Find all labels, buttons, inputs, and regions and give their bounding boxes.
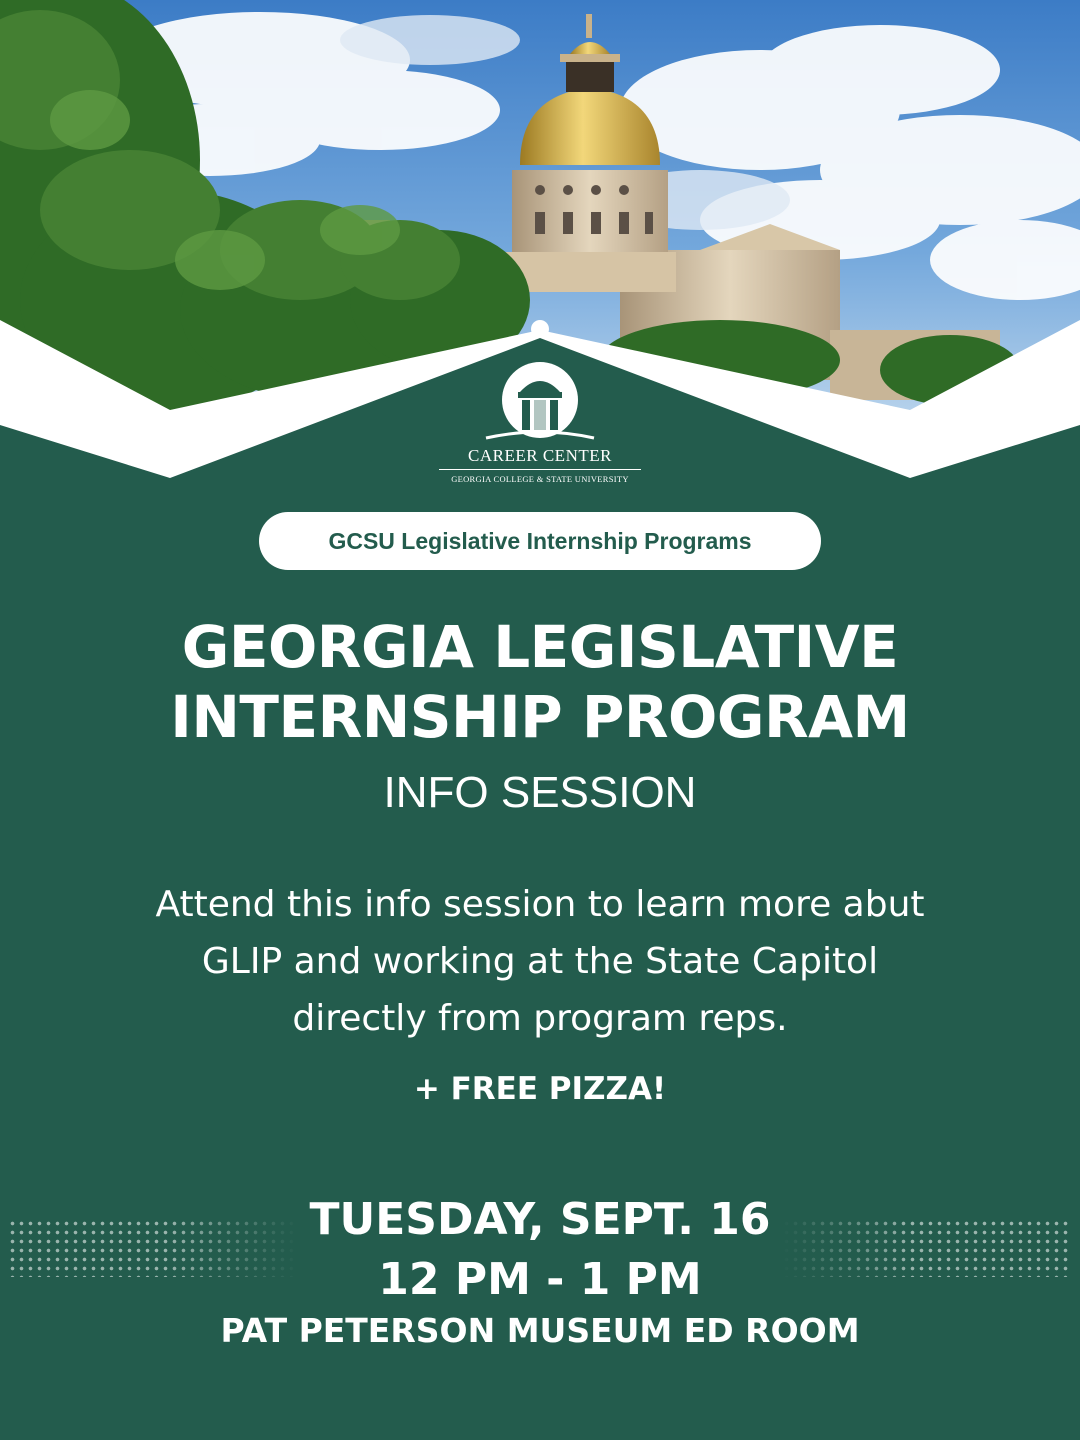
- title-line-1: GEORGIA LEGISLATIVE: [181, 613, 899, 681]
- logo-divider: [439, 469, 641, 470]
- page-title: [0, 612, 1080, 752]
- event-date: TUESDAY, SEPT. 16: [309, 1194, 771, 1245]
- event-time: 12 PM - 1 PM: [378, 1254, 702, 1305]
- description-line-1: Attend this info session to learn more abut: [155, 884, 925, 925]
- free-pizza-note: + FREE PIZZA!: [413, 1071, 667, 1107]
- logo-subtitle: GEORGIA COLLEGE & STATE UNIVERSITY: [451, 474, 629, 484]
- career-center-logo: [0, 362, 1080, 484]
- program-tag: GCSU Legislative Internship Programs: [259, 512, 821, 570]
- title-line-2: INTERNSHIP PROGRAM: [170, 683, 910, 751]
- description-line-2: GLIP and working at the State Capitol: [201, 941, 879, 982]
- description: [90, 876, 990, 1047]
- logo-name: CAREER CENTER: [468, 446, 612, 465]
- event-location: PAT PETERSON MUSEUM ED ROOM: [220, 1311, 860, 1350]
- description-line-3: directly from program reps.: [292, 998, 788, 1039]
- page-subtitle: INFO SESSION: [383, 768, 697, 817]
- gazebo-icon: [480, 362, 600, 442]
